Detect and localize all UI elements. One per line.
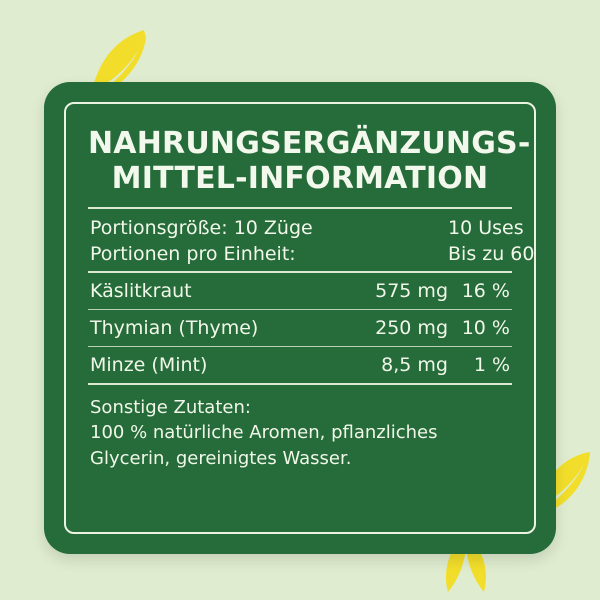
- serving-information: [88, 209, 535, 271]
- serving-size-value: 10 Uses: [448, 216, 524, 239]
- other-ingredients-line-1: 100 % natürliche Aromen, pflanzliches: [90, 422, 438, 444]
- ingredient-name: Thymian (Thyme): [90, 316, 259, 339]
- divider-footer: [88, 383, 512, 385]
- ingredient-daily-value: 16 %: [461, 279, 510, 302]
- ingredient-row: [88, 273, 512, 309]
- supplement-facts-inner-border: [64, 102, 536, 534]
- divider-ingredient-2: [88, 346, 512, 347]
- other-ingredients-block: [88, 385, 512, 472]
- divider-title: [88, 207, 512, 209]
- ingredient-name: Käslitkraut: [90, 279, 192, 302]
- divider-serving: [88, 271, 512, 273]
- other-ingredients-heading: Sonstige Zutaten:: [90, 396, 251, 418]
- serving-size-label: Portionsgröße: 10 Züge: [90, 216, 313, 239]
- other-ingredients-line-2: Glycerin, gereinigtes Wasser.: [90, 447, 352, 469]
- serving-row: [88, 215, 524, 241]
- ingredient-name: Minze (Mint): [90, 353, 208, 376]
- servings-per-unit-label: Portionen pro Einheit:: [90, 242, 296, 265]
- ingredient-amount: 575 mg: [375, 279, 448, 302]
- serving-row: [88, 241, 535, 267]
- title-line-1: NAHRUNGSERGÄNZUNGS-: [88, 126, 531, 161]
- page-title: [88, 126, 531, 197]
- divider-ingredient-1: [88, 309, 512, 310]
- servings-per-unit-value: Bis zu 60: [448, 242, 535, 265]
- ingredient-row: [88, 310, 512, 346]
- ingredient-row: [88, 347, 512, 383]
- title-line-2: MITTEL-INFORMATION: [111, 161, 489, 197]
- ingredient-amount: 250 mg: [375, 316, 448, 339]
- supplement-facts-panel: [44, 82, 556, 554]
- ingredient-daily-value: 1 %: [473, 353, 510, 376]
- ingredient-daily-value: 10 %: [461, 316, 510, 339]
- ingredient-amount: 8,5 mg: [381, 353, 448, 376]
